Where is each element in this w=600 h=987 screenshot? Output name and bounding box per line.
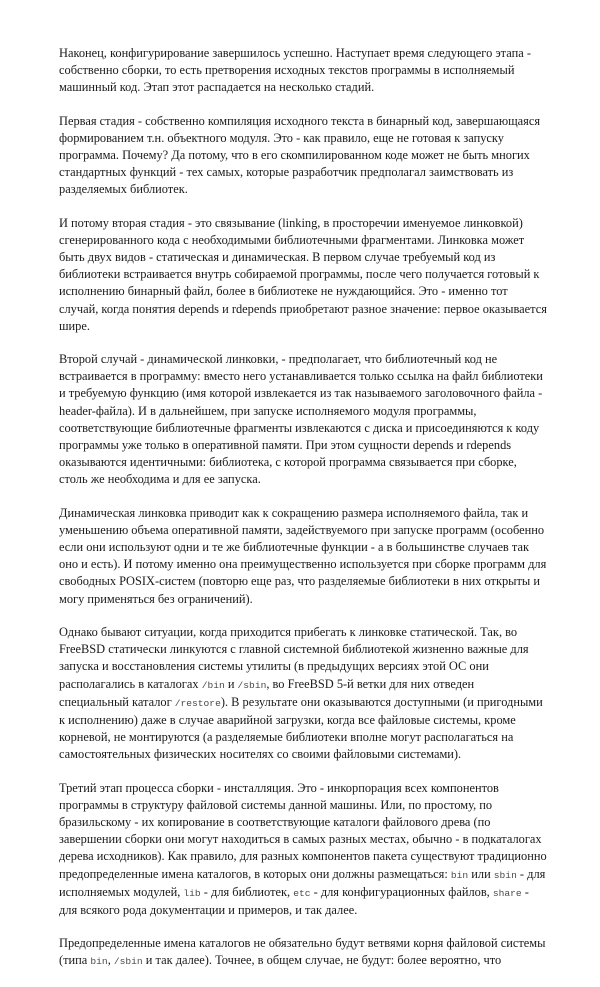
paragraph — [59, 505, 547, 608]
code-path: sbin — [493, 869, 517, 881]
code-path: bin — [90, 956, 108, 968]
text-run: Динамическая линковка приводит как к сокращению размера исполняемого файла, так и уменьшению объема оперативной памяти, задействуемого при запуске программ (особенно если они используют одни и те же библиотечные функции - а в большинстве случаев так оно и есть). И потому именно она преимущественно используется при сборке программ для свободных POSIX-систем (повторю еще раз, что разделяемые библиотеки в них открыты и могу применяться без ограничений). — [59, 505, 547, 606]
paragraph — [59, 624, 547, 764]
paragraph — [59, 935, 547, 970]
code-path: bin — [450, 869, 469, 881]
text-run: И потому вторая стадия - это связывание (linking, в просторечии именуемое линковкой) сгенерированного кода с необходимыми библиотечными фрагментами. Линковка может быть двух видов - статическая и динамическая. В первом случае требуемый код из библиотеки встраивается внутрь собираемой программы, после чего получается готовый к исполнению бинарный файл, более в библиотеке не нуждающийся. Это - именно тот случай, когда понятия depends и rdepends приобретают разное значение: первое оказывается шире. — [59, 215, 547, 333]
text-run: или — [468, 866, 494, 881]
text-run: Первая стадия - собственно компиляция исходного текста в бинарный код, завершающаяся формированием т.н. объектного модуля. Это - как правило, еще не готовая к запуску программа. Почему? Да потому, что в его скомпилированном коде может не быть многих стандартных функций - тех самых, которые разработчик предполагал заимствовать из разделяемых библиотек. — [59, 113, 541, 197]
text-run: Предопределенные имена каталогов не обязательно будут ветвями корня файловой системы (типа — [59, 936, 546, 968]
code-path: /sbin — [113, 956, 143, 968]
text-run: ). В результате они оказываются доступными (и пригодными к исполнению) даже в случае аварийной загрузки, когда все файловые системы, кроме корневой, не монтируются (а разделяемые библиотеки вполне могут располагаться на самостоятельных физических носителях со своими файловыми системами). — [59, 694, 543, 762]
text-run: Наконец, конфигурирование завершилось успешно. Наступает время следующего этапа - собственно сборки, то есть претворения исходных текстов программы в исполняемый машинный код. Этап этот распадается на несколько стадий. — [59, 46, 531, 95]
code-path: etc — [293, 887, 311, 899]
paragraph — [59, 215, 547, 335]
text-run: - для библиотек, — [200, 884, 294, 899]
text-run: , во FreeBSD 5-й ветки для них отведен специальный каталог — [59, 676, 475, 709]
code-path: lib — [183, 887, 201, 899]
paragraph — [59, 45, 547, 97]
code-path: /bin — [201, 679, 225, 691]
text-run: Третий этап процесса сборки - инсталляция. Это - инкорпорация всех компонентов программы в структуру файловой системы данной машины. Или, по простому, по бразильскому - их копирование в соответствующие каталоги файлового древа (по завершении сборки они могут находиться в самых разных местах, обычно - в подкаталогах дерева исходников). Как правило, для разных компонентов пакета существуют традиционно предопределенные имена каталогов, в которых они должны размещаться: — [59, 780, 547, 881]
text-run: Однако бывают ситуации, когда приходится прибегать к линковке статической. Так, во FreeBSD статически линкуются с главной системной библиотекой жизненно важные для запуска и восстановления системы утилиты (в предыдущих версиях этой ОС они располагались в каталогах — [59, 624, 529, 691]
code-path: /restore — [174, 697, 221, 709]
paragraph — [59, 351, 547, 489]
code-path: share — [492, 887, 522, 899]
text-run: и так далее). Точнее, в общем случае, не будут: более вероятно, что — [142, 953, 502, 968]
code-path: /sbin — [237, 679, 267, 691]
document-page — [59, 45, 547, 987]
text-run: и — [224, 676, 238, 691]
text-run: Второй случай - динамической линковки, - предполагает, что библиотечный код не встраивается в программу: вместо него устанавливается только ссылка на файл библиотеки и требуемую функцию (имя которой извлекается из так называемого заголовочного файла - header-файла). И в дальнейшем, при запуске исполняемого модуля программы, соответствующие библиотечные фрагменты извлекаются с диска и присоединяются к коду программы уже только в оперативной памяти. При этом сущности depends и rdepends оказываются идентичными: библиотека, с которой программа связывается при сборке, столь же необходима и для ее запуска. — [59, 352, 543, 487]
text-run: - для исполняемых модулей, — [59, 866, 546, 899]
paragraph — [59, 780, 547, 920]
text-run: - для всякого рода документации и примеров, и так далее. — [59, 884, 529, 917]
text-run: - для конфигурационных файлов, — [310, 884, 493, 899]
paragraph — [59, 113, 547, 199]
text-run: , — [107, 953, 114, 968]
